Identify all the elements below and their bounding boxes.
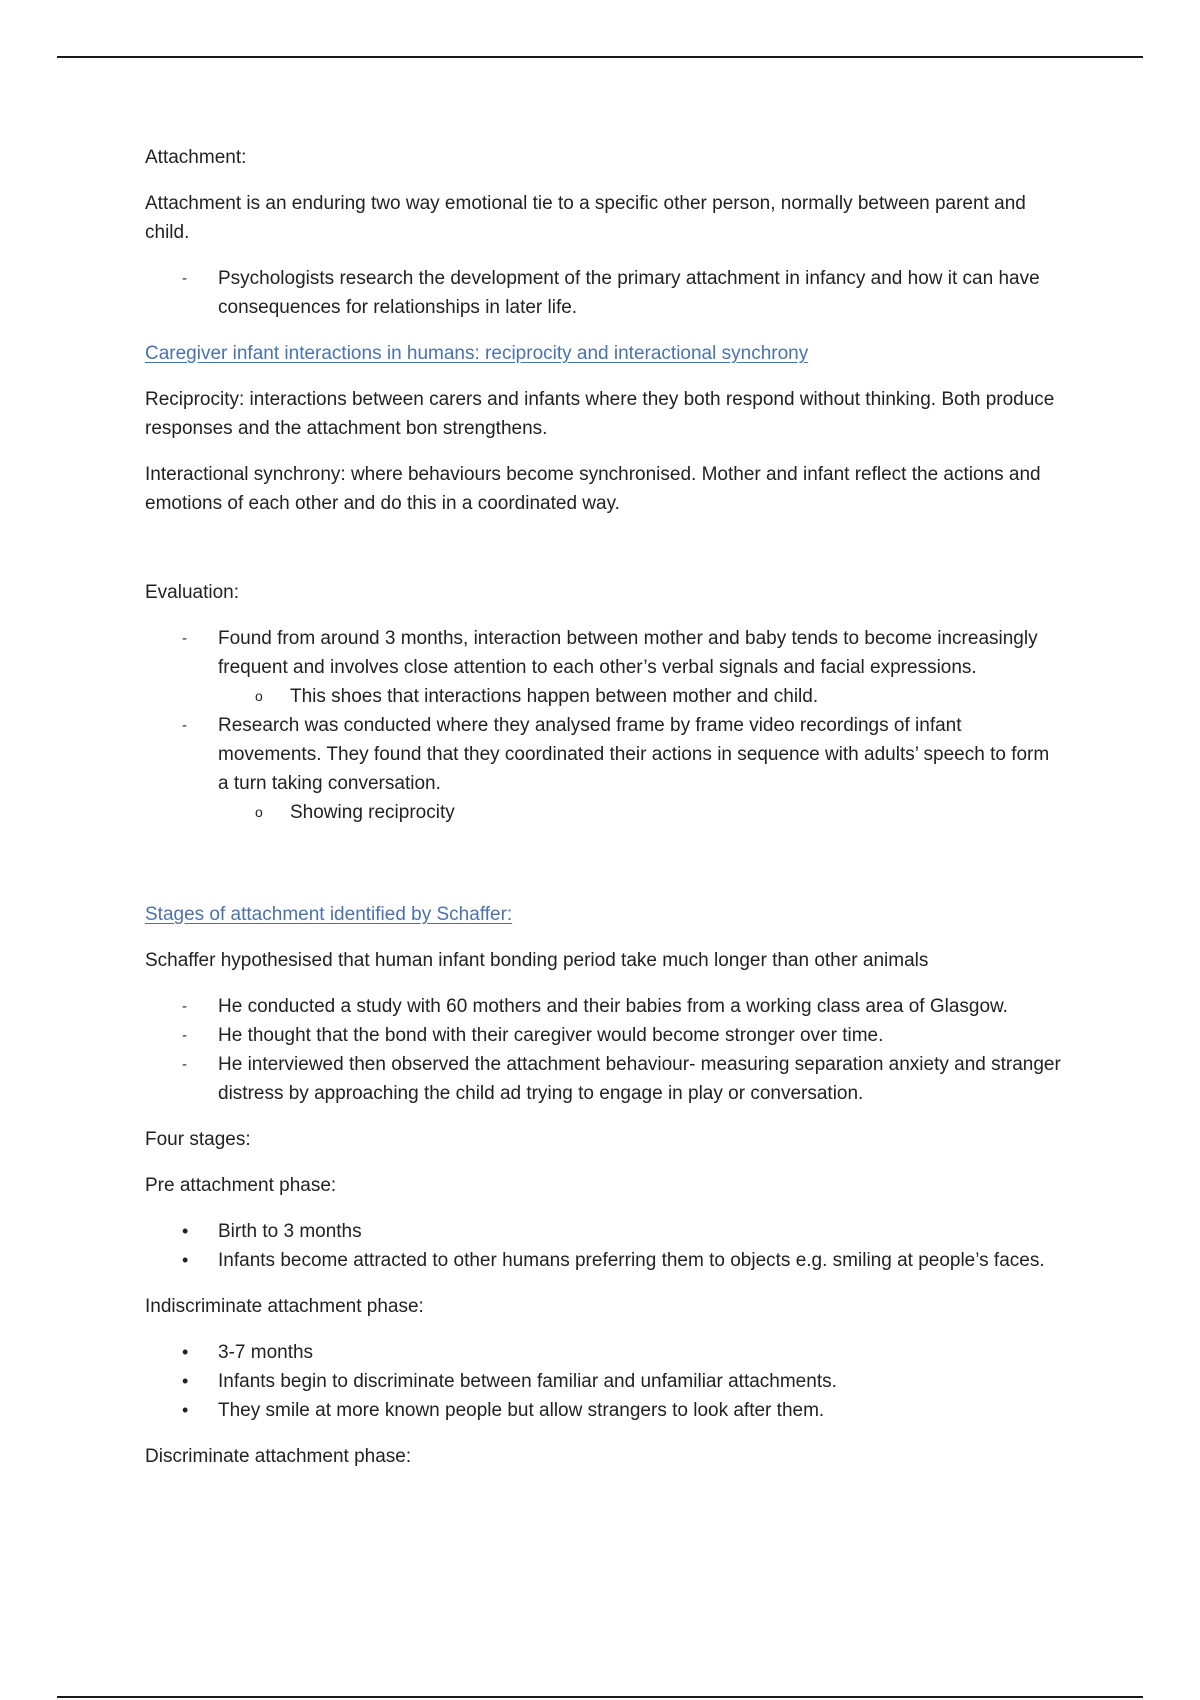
- list-item-text: He interviewed then observed the attachment behaviour- measuring separation anxiety and stranger distress by approaching the child ad trying to engage in play or conversation.: [218, 1054, 1061, 1104]
- schaffer-intro: Schaffer hypothesised that human infant bonding period take much longer than other animals: [145, 950, 929, 971]
- sub-list-item: [218, 798, 1065, 827]
- list-item-text: Infants begin to discriminate between familiar and unfamiliar attachments.: [218, 1371, 837, 1392]
- list-item-text: Found from around 3 months, interaction between mother and baby tends to become increasingly frequent and involves close attention to each other’s verbal signals and facial expressions.: [218, 628, 1038, 678]
- list-item: [145, 1050, 1065, 1108]
- pre-attachment-title: Pre attachment phase:: [145, 1175, 337, 1196]
- list-item: [145, 264, 1065, 322]
- spacer: [145, 844, 1065, 900]
- four-stages-label: Four stages:: [145, 1129, 251, 1150]
- schaffer-points: [145, 992, 1065, 1108]
- document-body: [145, 143, 1065, 1488]
- list-item: [145, 1396, 1065, 1425]
- schaffer-heading-link[interactable]: Stages of attachment identified by Schaffer:: [145, 904, 513, 925]
- bullet-marker: •: [182, 1221, 189, 1241]
- attachment-definition: Attachment is an enduring two way emotional tie to a specific other person, normally between parent and child.: [145, 193, 1026, 243]
- list-item-text: He thought that the bond with their caregiver would become stronger over time.: [218, 1025, 884, 1046]
- attachment-points: [145, 264, 1065, 322]
- pre-attachment-points: [145, 1217, 1065, 1275]
- sub-list-item: [218, 682, 1065, 711]
- list-item: [145, 1246, 1065, 1275]
- indiscriminate-points: [145, 1338, 1065, 1425]
- dash-marker: -: [182, 630, 187, 647]
- list-item-text: They smile at more known people but allow strangers to look after them.: [218, 1400, 825, 1421]
- list-item: [145, 711, 1065, 827]
- indiscriminate-title: Indiscriminate attachment phase:: [145, 1296, 424, 1317]
- spacer: [145, 535, 1065, 578]
- evaluation-title: Evaluation:: [145, 582, 240, 603]
- discriminate-title: Discriminate attachment phase:: [145, 1446, 412, 1467]
- dash-marker: -: [182, 270, 187, 287]
- list-item-text: Research was conducted where they analysed frame by frame video recordings of infant movements. They found that they coordinated their actions in sequence with adults’ speech to form a turn taking conversation.: [218, 715, 1050, 794]
- list-item-text: Birth to 3 months: [218, 1221, 362, 1242]
- bullet-marker: •: [182, 1342, 189, 1362]
- bullet-marker: •: [182, 1250, 189, 1270]
- reciprocity-text: Reciprocity: interactions between carers and infants where they both respond without thinking. Both produce responses and the attachment bon strengthens.: [145, 389, 1055, 439]
- caregiver-heading-link[interactable]: Caregiver infant interactions in humans: reciprocity and interactional synchrony: [145, 343, 809, 364]
- circle-marker: o: [255, 688, 263, 704]
- list-item-text: He conducted a study with 60 mothers and their babies from a working class area of Glasgow.: [218, 996, 1008, 1017]
- sub-list-item-text: This shoes that interactions happen between mother and child.: [290, 686, 819, 707]
- list-item: [145, 624, 1065, 711]
- attachment-title: Attachment:: [145, 147, 247, 168]
- dash-marker: -: [182, 1056, 187, 1073]
- list-item: [145, 1338, 1065, 1367]
- list-item-text: Infants become attracted to other humans preferring them to objects e.g. smiling at people’s faces.: [218, 1250, 1045, 1271]
- circle-marker: o: [255, 804, 263, 820]
- list-item: [145, 1021, 1065, 1050]
- list-item-text: 3-7 months: [218, 1342, 314, 1363]
- footer-rule: [57, 1696, 1143, 1698]
- dash-marker: -: [182, 998, 187, 1015]
- list-item-text: Psychologists research the development of the primary attachment in infancy and how it can have consequences for relationships in later life.: [218, 268, 1040, 318]
- bullet-marker: •: [182, 1371, 189, 1391]
- list-item: [145, 1367, 1065, 1396]
- list-item: [145, 1217, 1065, 1246]
- bullet-marker: •: [182, 1400, 189, 1420]
- evaluation-points: [145, 624, 1065, 827]
- dash-marker: -: [182, 717, 187, 734]
- dash-marker: -: [182, 1027, 187, 1044]
- sub-list-item-text: Showing reciprocity: [290, 802, 455, 823]
- sub-list: [218, 682, 1065, 711]
- header-rule: [57, 56, 1143, 58]
- list-item: [145, 992, 1065, 1021]
- sub-list: [218, 798, 1065, 827]
- synchrony-text: Interactional synchrony: where behaviours become synchronised. Mother and infant reflect the actions and emotions of each other and do this in a coordinated way.: [145, 464, 1041, 514]
